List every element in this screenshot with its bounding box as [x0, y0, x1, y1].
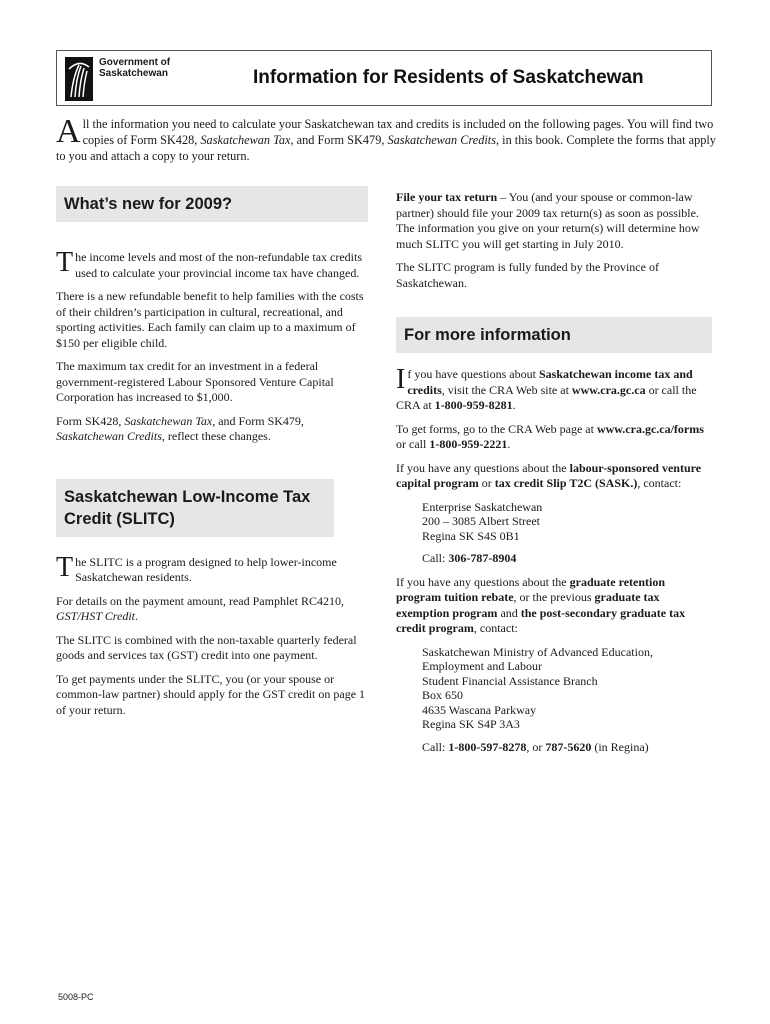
more-info-p1 — [396, 364, 712, 414]
intro-text-1: ll the information you need to calculate your Saskatchewan tax and credits is included on the following pages. You will find two copies of Form SK428, — [82, 117, 714, 147]
more-info-p2 — [396, 422, 712, 453]
call-line-2 — [422, 740, 712, 756]
address-enterprise-sask — [422, 500, 712, 544]
wheat-emblem-icon — [65, 57, 93, 101]
header-box — [56, 50, 712, 106]
label: File your tax return — [396, 190, 498, 204]
slitc-p2 — [56, 594, 368, 625]
intro-form-name-1: Saskatchewan Tax, — [200, 133, 294, 147]
more-info-heading: For more information — [396, 317, 712, 353]
file-return-p1 — [396, 190, 712, 252]
text: graduate tax exemption program — [396, 590, 660, 620]
text: Form SK428, — [56, 413, 125, 428]
text: – You (and your spouse or common-law partner) should file your 2009 tax return(s) as soon as possible. The information you give on your return(s) will determine how much SLITC you will get starting in July 2010. — [396, 190, 700, 251]
cra-phone: 1-800-959-8281 — [434, 398, 513, 412]
whats-new-p3: The maximum tax credit for an investment in a federal government-registered Labour Sponsored Venture Capital Corporation has increased to $1,000. — [56, 359, 334, 404]
intro-text-2: and Form SK479, — [293, 133, 388, 147]
intro-dropcap: A — [56, 113, 81, 150]
text: For details on the payment amount, read Pamphlet RC4210, — [56, 593, 344, 608]
text: Call: — [422, 551, 449, 565]
intro-text-3: , in this book. Complete the forms that apply to you and attach a copy to your return. — [56, 133, 716, 163]
text: . — [507, 437, 511, 451]
text: labour-sponsored venture capital program — [396, 460, 702, 490]
logo-text — [99, 57, 170, 79]
dropcap: T — [56, 551, 74, 583]
more-info-p4 — [396, 575, 712, 637]
text: To get forms, go to the CRA Web page at — [396, 421, 597, 436]
forms-website: www.cra.gc.ca/forms — [596, 421, 704, 436]
dropcap: I — [396, 364, 406, 395]
address-line: Enterprise Saskatchewan — [422, 499, 543, 514]
left-column — [56, 186, 368, 726]
address-line: 4635 Wascana Parkway — [422, 702, 537, 717]
address-line: Student Financial Assistance Branch — [422, 673, 598, 688]
address-line: Saskatchewan Ministry of Advanced Education, Employment and Labour — [422, 644, 653, 673]
intro-paragraph — [56, 113, 716, 164]
text: . — [135, 609, 139, 623]
text: , visit the CRA Web site at — [441, 382, 572, 397]
form-name: Saskatchewan Tax — [124, 413, 213, 428]
text: , contact: — [473, 621, 518, 635]
whats-new-heading: What’s new for 2009? — [56, 186, 368, 222]
address-line: Box 650 — [422, 688, 464, 702]
text: he income levels and most of the non-refundable tax credits used to calculate your provincial income tax have changed. — [75, 250, 363, 280]
intro-form-name-2: Saskatchewan Credits — [387, 133, 496, 147]
text: Call: — [422, 739, 449, 754]
text: or — [478, 476, 495, 490]
pamphlet-name: GST/HST Credit — [56, 609, 136, 623]
cra-website: www.cra.gc.ca — [571, 382, 646, 397]
phone: 1-800-597-8278 — [448, 739, 527, 754]
address-line: 200 – 3085 Albert Street — [422, 514, 540, 528]
text: , or the previous — [513, 590, 595, 604]
text: , contact: — [637, 476, 682, 490]
right-column — [396, 190, 712, 763]
logo-line-1: Government of — [99, 57, 171, 68]
slitc-p4: To get payments under the SLITC, you (or your spouse or common-law partner) should apply for the GST credit on page 1 of your return. — [56, 671, 366, 717]
text: or call the CRA at — [396, 382, 697, 412]
file-return-p2: The SLITC program is fully funded by the Province of Saskatchewan. — [396, 260, 659, 290]
slitc-p1 — [56, 551, 368, 586]
government-logo — [65, 57, 185, 101]
logo-line-2: Saskatchewan — [99, 68, 168, 79]
text: , or — [526, 739, 546, 754]
whats-new-p4 — [56, 414, 368, 445]
text: Saskatchewan income tax and credits — [407, 367, 693, 397]
text: If you have any questions about the — [396, 574, 570, 589]
form-name: Saskatchewan Credits — [56, 429, 162, 443]
whats-new-p2: There is a new refundable benefit to help families with the costs of their children’s participation in cultural, recreational, and sporting activities. Each family can claim up to a maximum of $150 per eligible child. — [56, 289, 364, 350]
text: and — [497, 605, 521, 620]
slitc-heading: Saskatchewan Low-Income Tax Credit (SLITC) — [56, 479, 334, 537]
text: (in Regina) — [591, 739, 649, 754]
text: graduate retention program tuition rebate — [396, 574, 666, 604]
text: the post-secondary graduate tax credit program — [396, 605, 686, 635]
text: or call — [396, 437, 430, 451]
phone: 306-787-8904 — [448, 551, 517, 565]
address-line: Regina SK S4S 0B1 — [422, 528, 520, 543]
forms-phone: 1-800-959-2221 — [429, 437, 508, 451]
slitc-p3: The SLITC is combined with the non-taxable quarterly federal goods and services tax (GST) credit into one payment. — [56, 632, 357, 662]
text: , and Form SK479, — [212, 413, 304, 428]
call-line-1 — [422, 551, 712, 567]
text: If you have any questions about the — [396, 460, 570, 475]
form-code: 5008-PC — [58, 992, 94, 1002]
text: f you have questions about — [407, 367, 539, 381]
text: tax credit Slip T2C (SASK.) — [494, 476, 638, 490]
text: he SLITC is a program designed to help lower-income Saskatchewan residents. — [75, 554, 337, 584]
more-info-p3 — [396, 461, 712, 492]
whats-new-p1 — [56, 247, 368, 281]
dropcap: T — [56, 247, 74, 278]
text: . — [512, 398, 516, 412]
phone: 787-5620 — [545, 739, 592, 754]
address-ministry — [422, 645, 712, 732]
text: , reflect these changes. — [161, 429, 271, 443]
page-title: Information for Residents of Saskatchewan — [253, 67, 644, 88]
address-line: Regina SK S4P 3A3 — [422, 717, 520, 731]
